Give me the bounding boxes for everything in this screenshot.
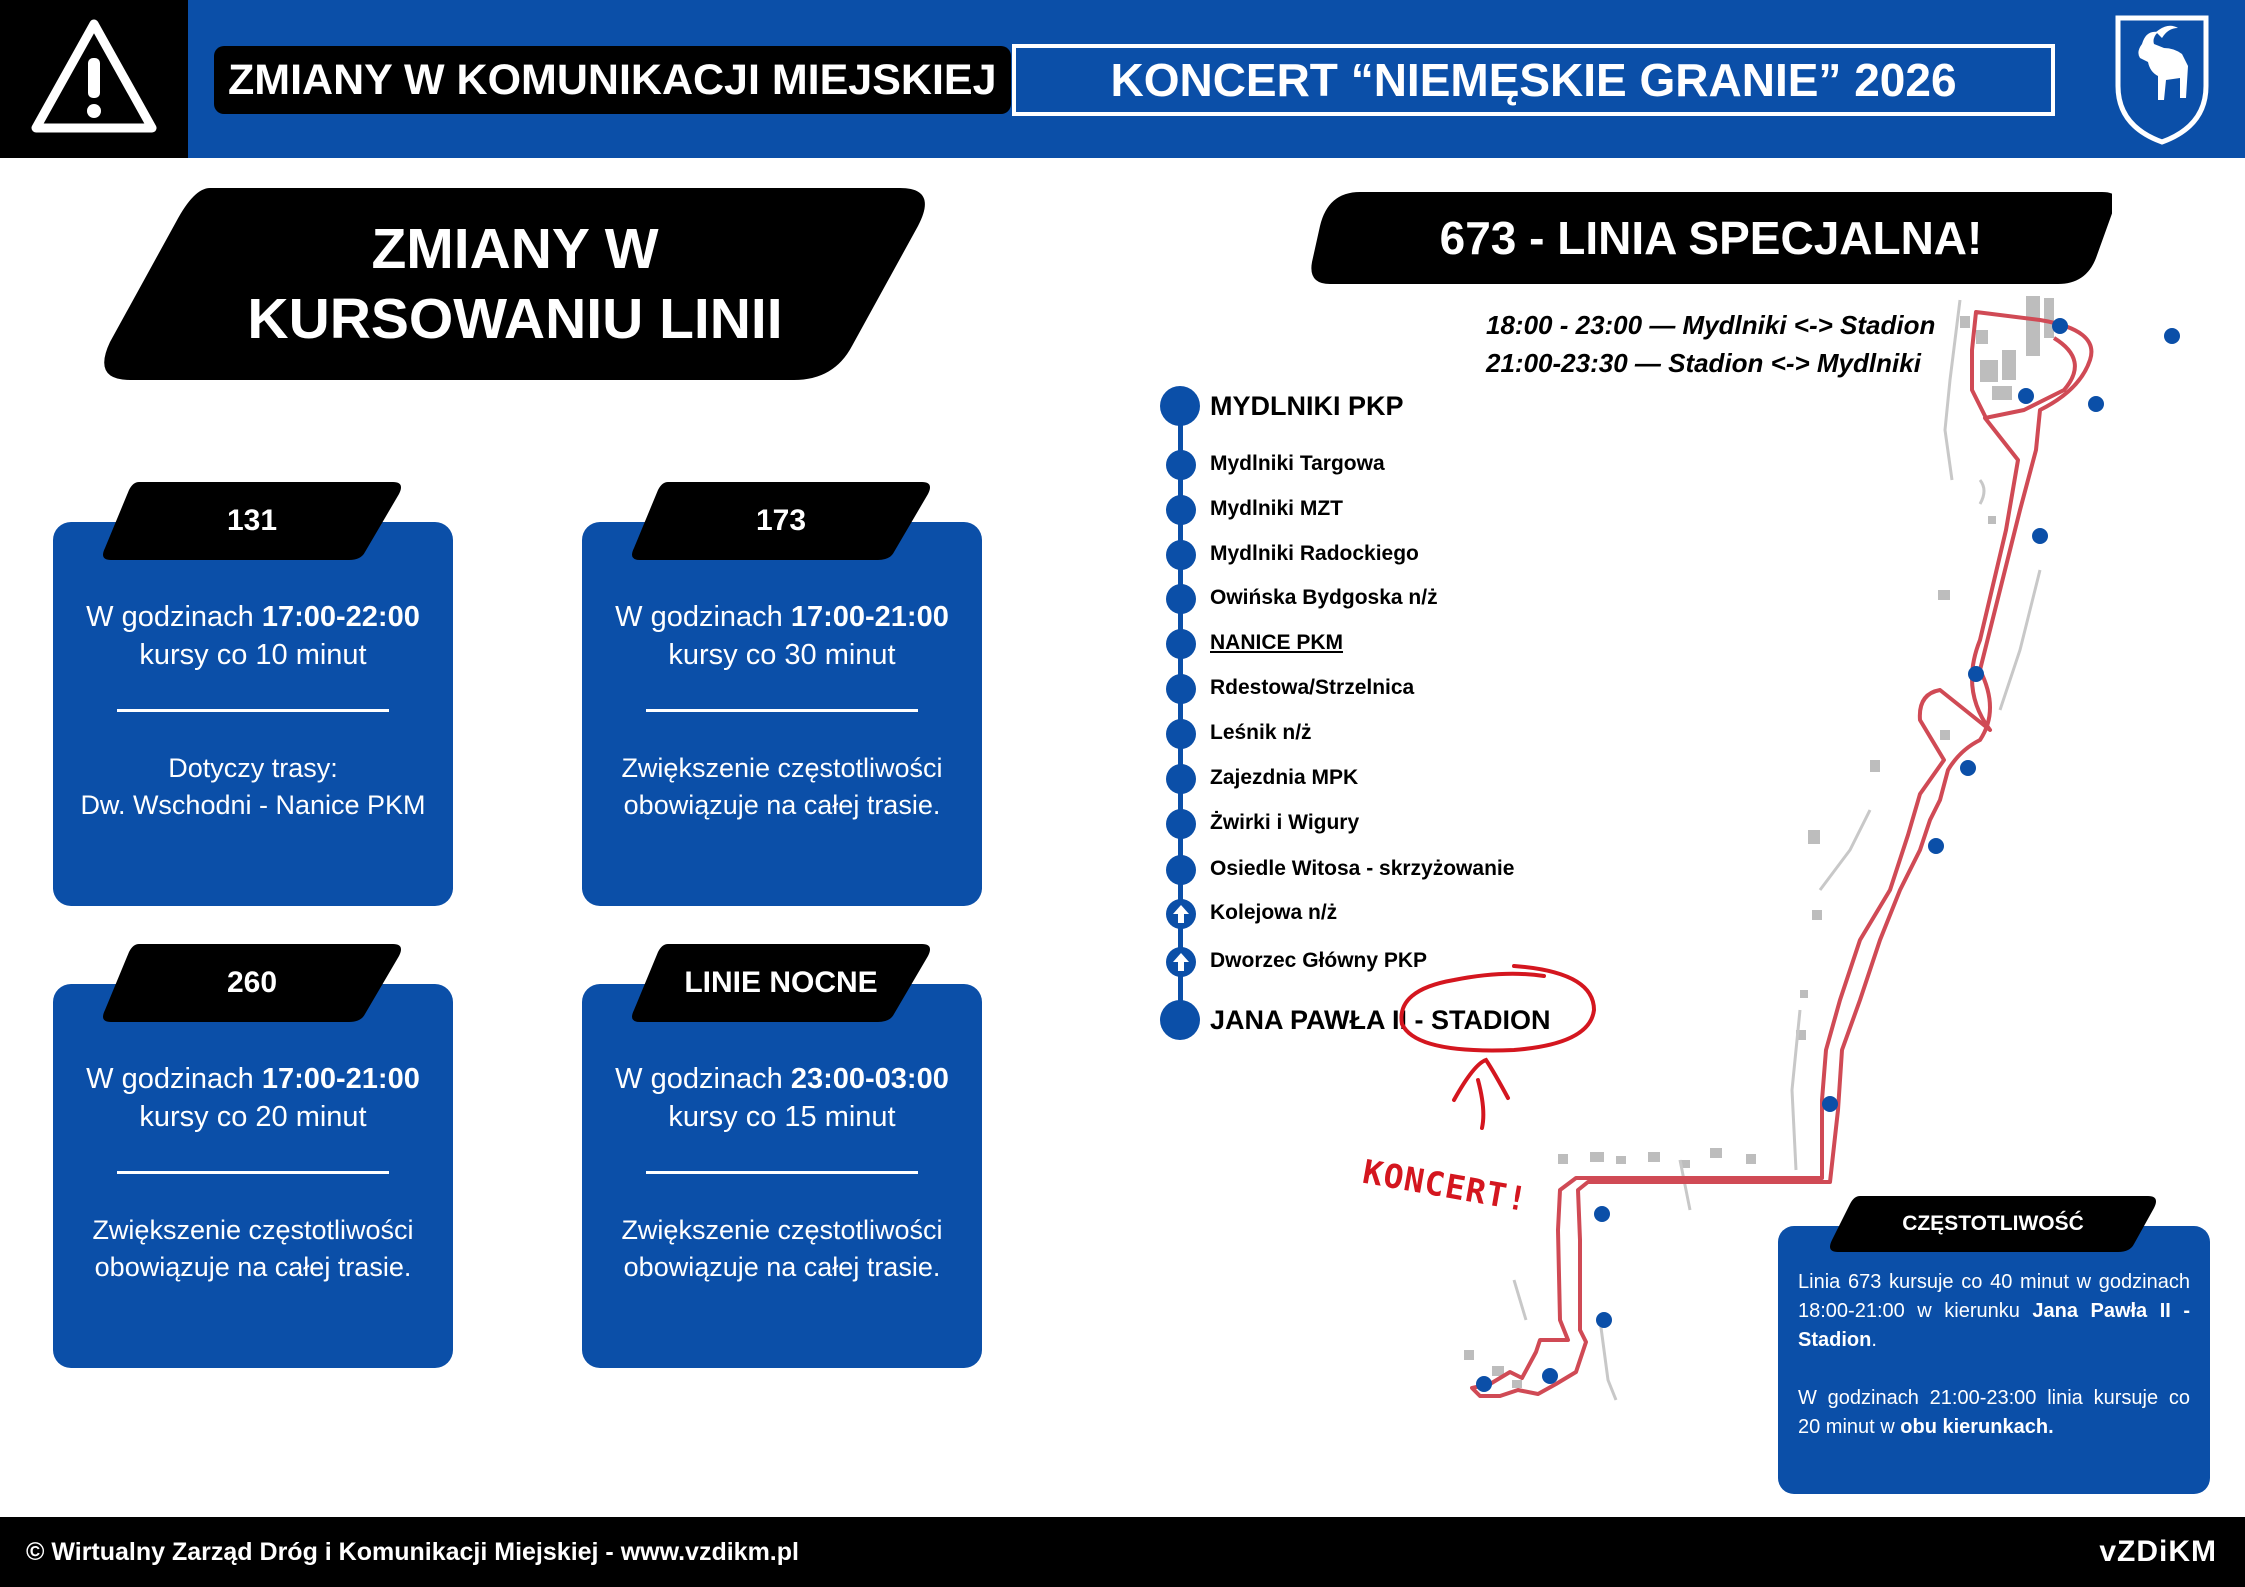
stop-item: Zajezdnia MPK <box>1160 758 1660 798</box>
frequency-box <box>1778 1226 2210 1494</box>
arrow-up-icon <box>1172 952 1190 972</box>
stop-item-one-direction: Dworzec Główny PKP <box>1160 941 1660 981</box>
line-tab-173: 173 <box>632 482 930 560</box>
stop-item: Mydlniki Targowa <box>1160 444 1660 484</box>
line-tab-131: 131 <box>103 482 401 560</box>
goat-crest-icon <box>2112 14 2212 146</box>
stop-item: Osiedle Witosa - skrzyżowanie <box>1160 849 1660 889</box>
header-title: ZMIANY W KOMUNIKACJI MIEJSKIEJ <box>214 46 1011 114</box>
annotation-circle-arrow <box>1394 960 1606 1130</box>
card-frequency: kursy co 10 minut <box>139 639 367 671</box>
frequency-tab: CZĘSTOTLIWOŚĆ <box>1830 1196 2156 1252</box>
line-card-260: W godzinach 17:00-21:00 kursy co 20 minut Zwiększenie częstotliwości obowiązuje na całej trasie. <box>53 984 453 1368</box>
line-card-173: W godzinach 17:00-21:00 kursy co 30 minut Zwiększenie częstotliwości obowiązuje na całej trasie. <box>582 522 982 906</box>
stop-item-stadion: JANA PAWŁA II - STADION <box>1160 998 1660 1038</box>
warning-box <box>0 0 188 158</box>
stop-item: Mydlniki Radockiego <box>1160 534 1660 574</box>
stop-item: MYDLNIKI PKP <box>1160 384 1660 424</box>
special-line-banner <box>1310 192 2112 284</box>
arrow-up-icon <box>1172 904 1190 924</box>
line-tab-night: LINIE NOCNE <box>632 944 930 1022</box>
line-tab-260: 260 <box>103 944 401 1022</box>
stop-item: Żwirki i Wigury <box>1160 803 1660 843</box>
card-frequency: kursy co 15 minut <box>668 1101 896 1133</box>
card-hours: 17:00-21:00 <box>261 1063 420 1095</box>
main-title-banner <box>100 188 930 380</box>
warning-icon <box>30 18 158 136</box>
card-frequency: kursy co 30 minut <box>668 639 896 671</box>
card-note: Zwiększenie częstotliwości obowiązuje na całej trasie. <box>92 1215 414 1282</box>
special-line-title: 673 - LINIA SPECJALNA! <box>1439 212 1983 264</box>
footer <box>0 1517 2245 1587</box>
frequency-text-1: Linia 673 kursuje co 40 minut w godzinach 18:00-21:00 w kierunku Jana Pawła II - Stadion. <box>1798 1271 2191 1351</box>
card-frequency: kursy co 20 minut <box>139 1101 367 1133</box>
stop-item-one-direction: Kolejowa n/ż <box>1160 893 1660 933</box>
stop-item: Rdestowa/Strzelnica <box>1160 668 1660 708</box>
card-hours: 17:00-21:00 <box>790 601 949 633</box>
card-hours: 17:00-22:00 <box>261 601 420 633</box>
stop-item: Mydlniki MZT <box>1160 489 1660 529</box>
frequency-text-2: W godzinach 21:00-23:00 linia kursuje co 20 minut w obu kierunkach. <box>1798 1387 2190 1438</box>
divider <box>117 709 389 712</box>
card-hours: 23:00-03:00 <box>790 1063 949 1095</box>
card-note: Zwiększenie częstotliwości obowiązuje na całej trasie. <box>621 1215 943 1282</box>
concert-annotation: KONCERT! <box>1359 1151 1532 1220</box>
line-card-night: W godzinach 23:00-03:00 kursy co 15 minut Zwiększenie częstotliwości obowiązuje na całej trasie. <box>582 984 982 1368</box>
stop-item: Owińska Bydgoska n/ż <box>1160 578 1660 618</box>
divider <box>646 709 918 712</box>
divider <box>117 1171 389 1174</box>
vzdikm-logo: vZDiKM <box>2099 1535 2217 1568</box>
stop-item: NANICE PKM <box>1160 623 1660 663</box>
divider <box>646 1171 918 1174</box>
stop-item: Leśnik n/ż <box>1160 713 1660 753</box>
line-card-131: W godzinach 17:00-22:00 kursy co 10 minut Dotyczy trasy: Dw. Wschodni - Nanice PKM <box>53 522 453 906</box>
card-note: Dotyczy trasy: Dw. Wschodni - Nanice PKM <box>80 753 426 820</box>
special-line-schedule: 18:00 - 23:00 — Mydlniki <-> Stadion 21:00-23:30 — Stadion <-> Mydlniki <box>1486 310 1936 378</box>
event-title: KONCERT “NIEMĘSKIE GRANIE” 2026 <box>1012 44 2055 116</box>
card-note: Zwiększenie częstotliwości obowiązuje na całej trasie. <box>621 753 943 820</box>
copyright: © Wirtualny Zarząd Dróg i Komunikacji Miejskiej - www.vzdikm.pl <box>26 1538 799 1566</box>
main-title: ZMIANY W KURSOWANIU LINII <box>247 217 783 351</box>
